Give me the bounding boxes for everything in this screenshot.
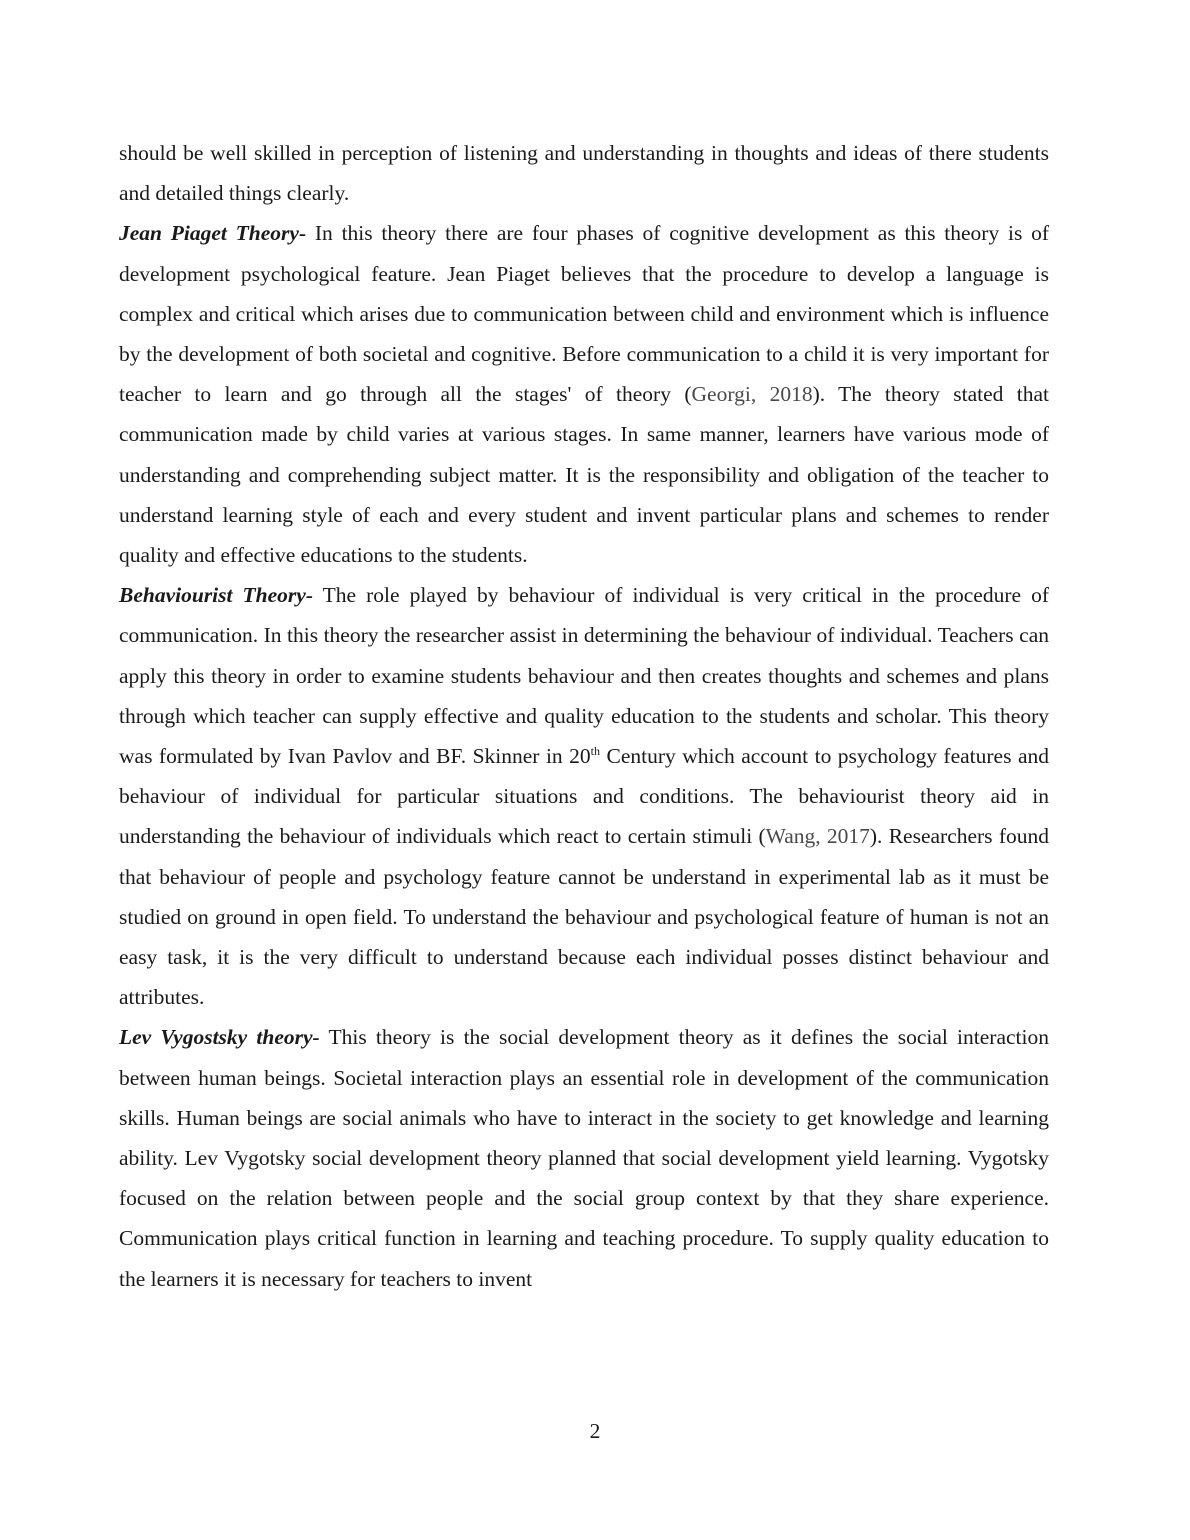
section-heading-behaviourist: Behaviourist Theory- [119,583,313,608]
citation-georgi: Georgi, 2018 [691,382,813,407]
paragraph-text: Century which account to psychology features and behaviour of individual for particular situations and conditions. The behaviourist theory aid in understanding the behaviour of individuals which react to certain stimuli ( [119,744,1049,849]
paragraph-jean-piaget-theory [119,213,1049,575]
paragraph-text: ). The theory stated that communication made by child varies at various stages. In same manner, learners have various mode of understanding and comprehending subject matter. It is the responsibility and obligation of the teacher to understand learning style of each and every student and invent particular plans and schemes to render quality and effective educations to the students. [119,382,1049,568]
citation-wang: Wang, 2017 [765,824,870,849]
paragraph-lev-vygostsky-theory [119,1017,1049,1298]
paragraph-text: In this theory there are four phases of cognitive development as this theory is of development psychological feature. Jean Piaget believes that the procedure to develop a language is complex and critical which arises due to communication between child and environment which is influence by the development of both societal and cognitive. Before communication to a child it is very important for teacher to learn and go through all the stages' of theory ( [119,221,1050,407]
paragraph-continuation [119,133,1049,213]
paragraph-text: should be well skilled in perception of listening and understanding in thoughts and ideas of there students and detailed things clearly. [119,141,1049,206]
paragraph-text: ). Researchers found that behaviour of people and psychology feature cannot be understand in experimental lab as it must be studied on ground in open field. To understand the behaviour and psychological feature of human is not an easy task, it is the very difficult to understand because each individual posses distinct behaviour and attributes. [119,824,1049,1010]
paragraph-text: This theory is the social development theory as it defines the social interaction between human beings. Societal interaction plays an essential role in development of the communication skills. Human beings are social animals who have to interact in the society to get knowledge and learning ability. Lev Vygotsky social development theory planned that social development yield learning. Vygotsky focused on the relation between people and the social group context by that they share experience. Communication plays critical function in learning and teaching procedure. To supply quality education to the learners it is necessary for teachers to invent [119,1025,1049,1291]
ordinal-superscript: th [590,743,600,758]
page-number: 2 [589,1419,601,1443]
section-heading-lev-vygostsky: Lev Vygostsky theory- [119,1025,320,1050]
paragraph-behaviourist-theory [119,575,1049,1017]
section-heading-jean-piaget: Jean Piaget Theory- [119,221,307,246]
paragraph-text: The role played by behaviour of individual is very critical in the procedure of communication. In this theory the researcher assist in determining the behaviour of individual. Teachers can apply this theory in order to examine students behaviour and then creates thoughts and schemes and plans through which teacher can supply effective and quality education to the students and scholar. This theory was formulated by Ivan Pavlov and BF. Skinner in 20 [119,583,1049,769]
document-body [119,133,1049,1299]
